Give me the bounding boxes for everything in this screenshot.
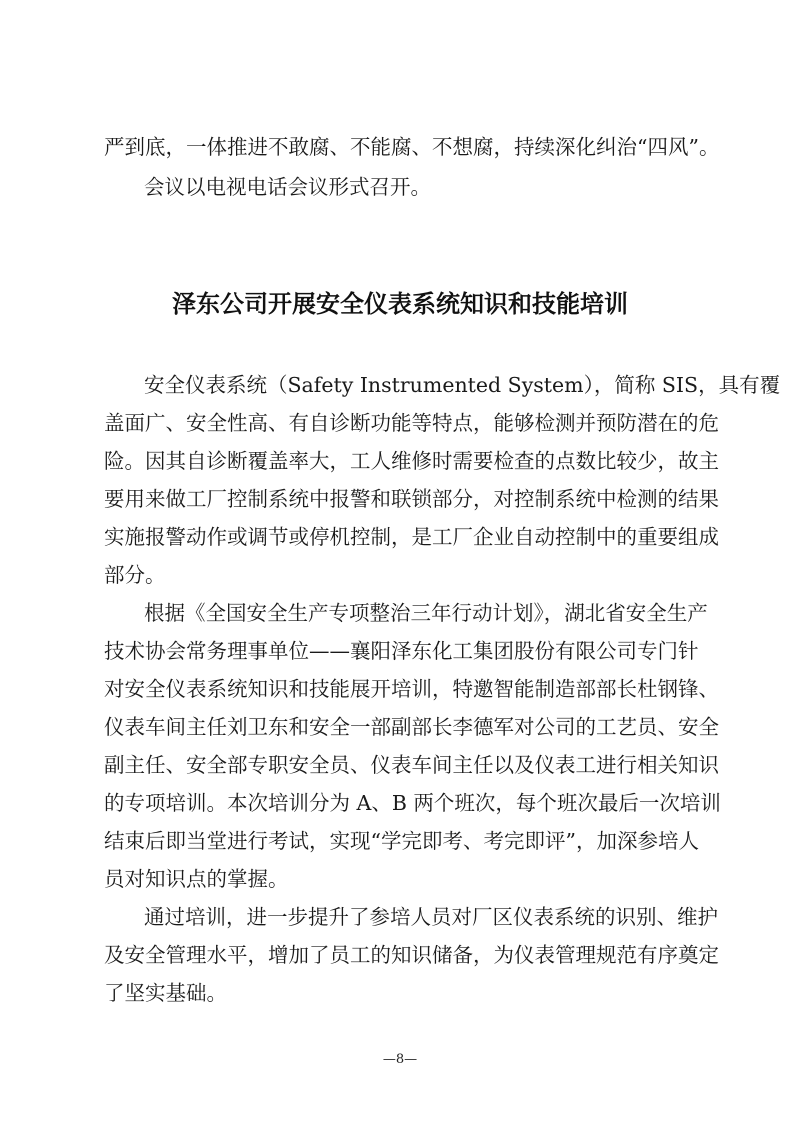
page-number: —8—: [382, 1052, 418, 1067]
text-line: 险。因其自诊断覆盖率大，工人维修时需要检查的点数比较少，故主: [104, 449, 719, 473]
text-line: 对安全仪表系统知识和技能展开培训，特邀智能制造部部长杜钢锋、: [104, 677, 719, 701]
text-line: 盖面广、安全性高、有自诊断功能等特点，能够检测并预防潜在的危: [104, 411, 719, 435]
text-line: 技术协会常务理事单位——襄阳泽东化工集团股份有限公司专门针: [104, 639, 699, 663]
text-line: 了坚实基础。: [104, 981, 227, 1005]
text-line: 根据《全国安全生产专项整治三年行动计划》，湖北省安全生产: [144, 601, 708, 625]
text-line: 结束后即当堂进行考试，实现“学完即考、考完即评”，加深参培人: [104, 829, 699, 853]
text-line: 会议以电视电话会议形式召开。: [144, 175, 431, 199]
text-line: 员对知识点的掌握。: [104, 867, 289, 891]
text-line: 仪表车间主任刘卫东和安全一部副部长李德军对公司的工艺员、安全: [104, 715, 719, 739]
text-line: 安全仪表系统（Safety Instrumented System），简称 SIS，具有覆: [144, 373, 781, 397]
text-line: 要用来做工厂控制系统中报警和联锁部分，对控制系统中检测的结果: [104, 487, 719, 511]
text-line: 严到底，一体推进不敢腐、不能腐、不想腐，持续深化纠治“四风”。: [104, 135, 720, 159]
text-line: 通过培训，进一步提升了参培人员对厂区仪表系统的识别、维护: [144, 905, 718, 929]
text-line: 副主任、安全部专职安全员、仪表车间主任以及仪表工进行相关知识: [104, 753, 719, 777]
text-line: 部分。: [104, 563, 166, 587]
text-line: 及安全管理水平，增加了员工的知识储备，为仪表管理规范有序奠定: [104, 943, 719, 967]
text-line: 的专项培训。本次培训分为 A、B 两个班次，每个班次最后一次培训: [104, 791, 721, 815]
article-title: 泽东公司开展安全仪表系统知识和技能培训: [172, 289, 628, 318]
text-line: 实施报警动作或调节或停机控制，是工厂企业自动控制中的重要组成: [104, 525, 719, 549]
